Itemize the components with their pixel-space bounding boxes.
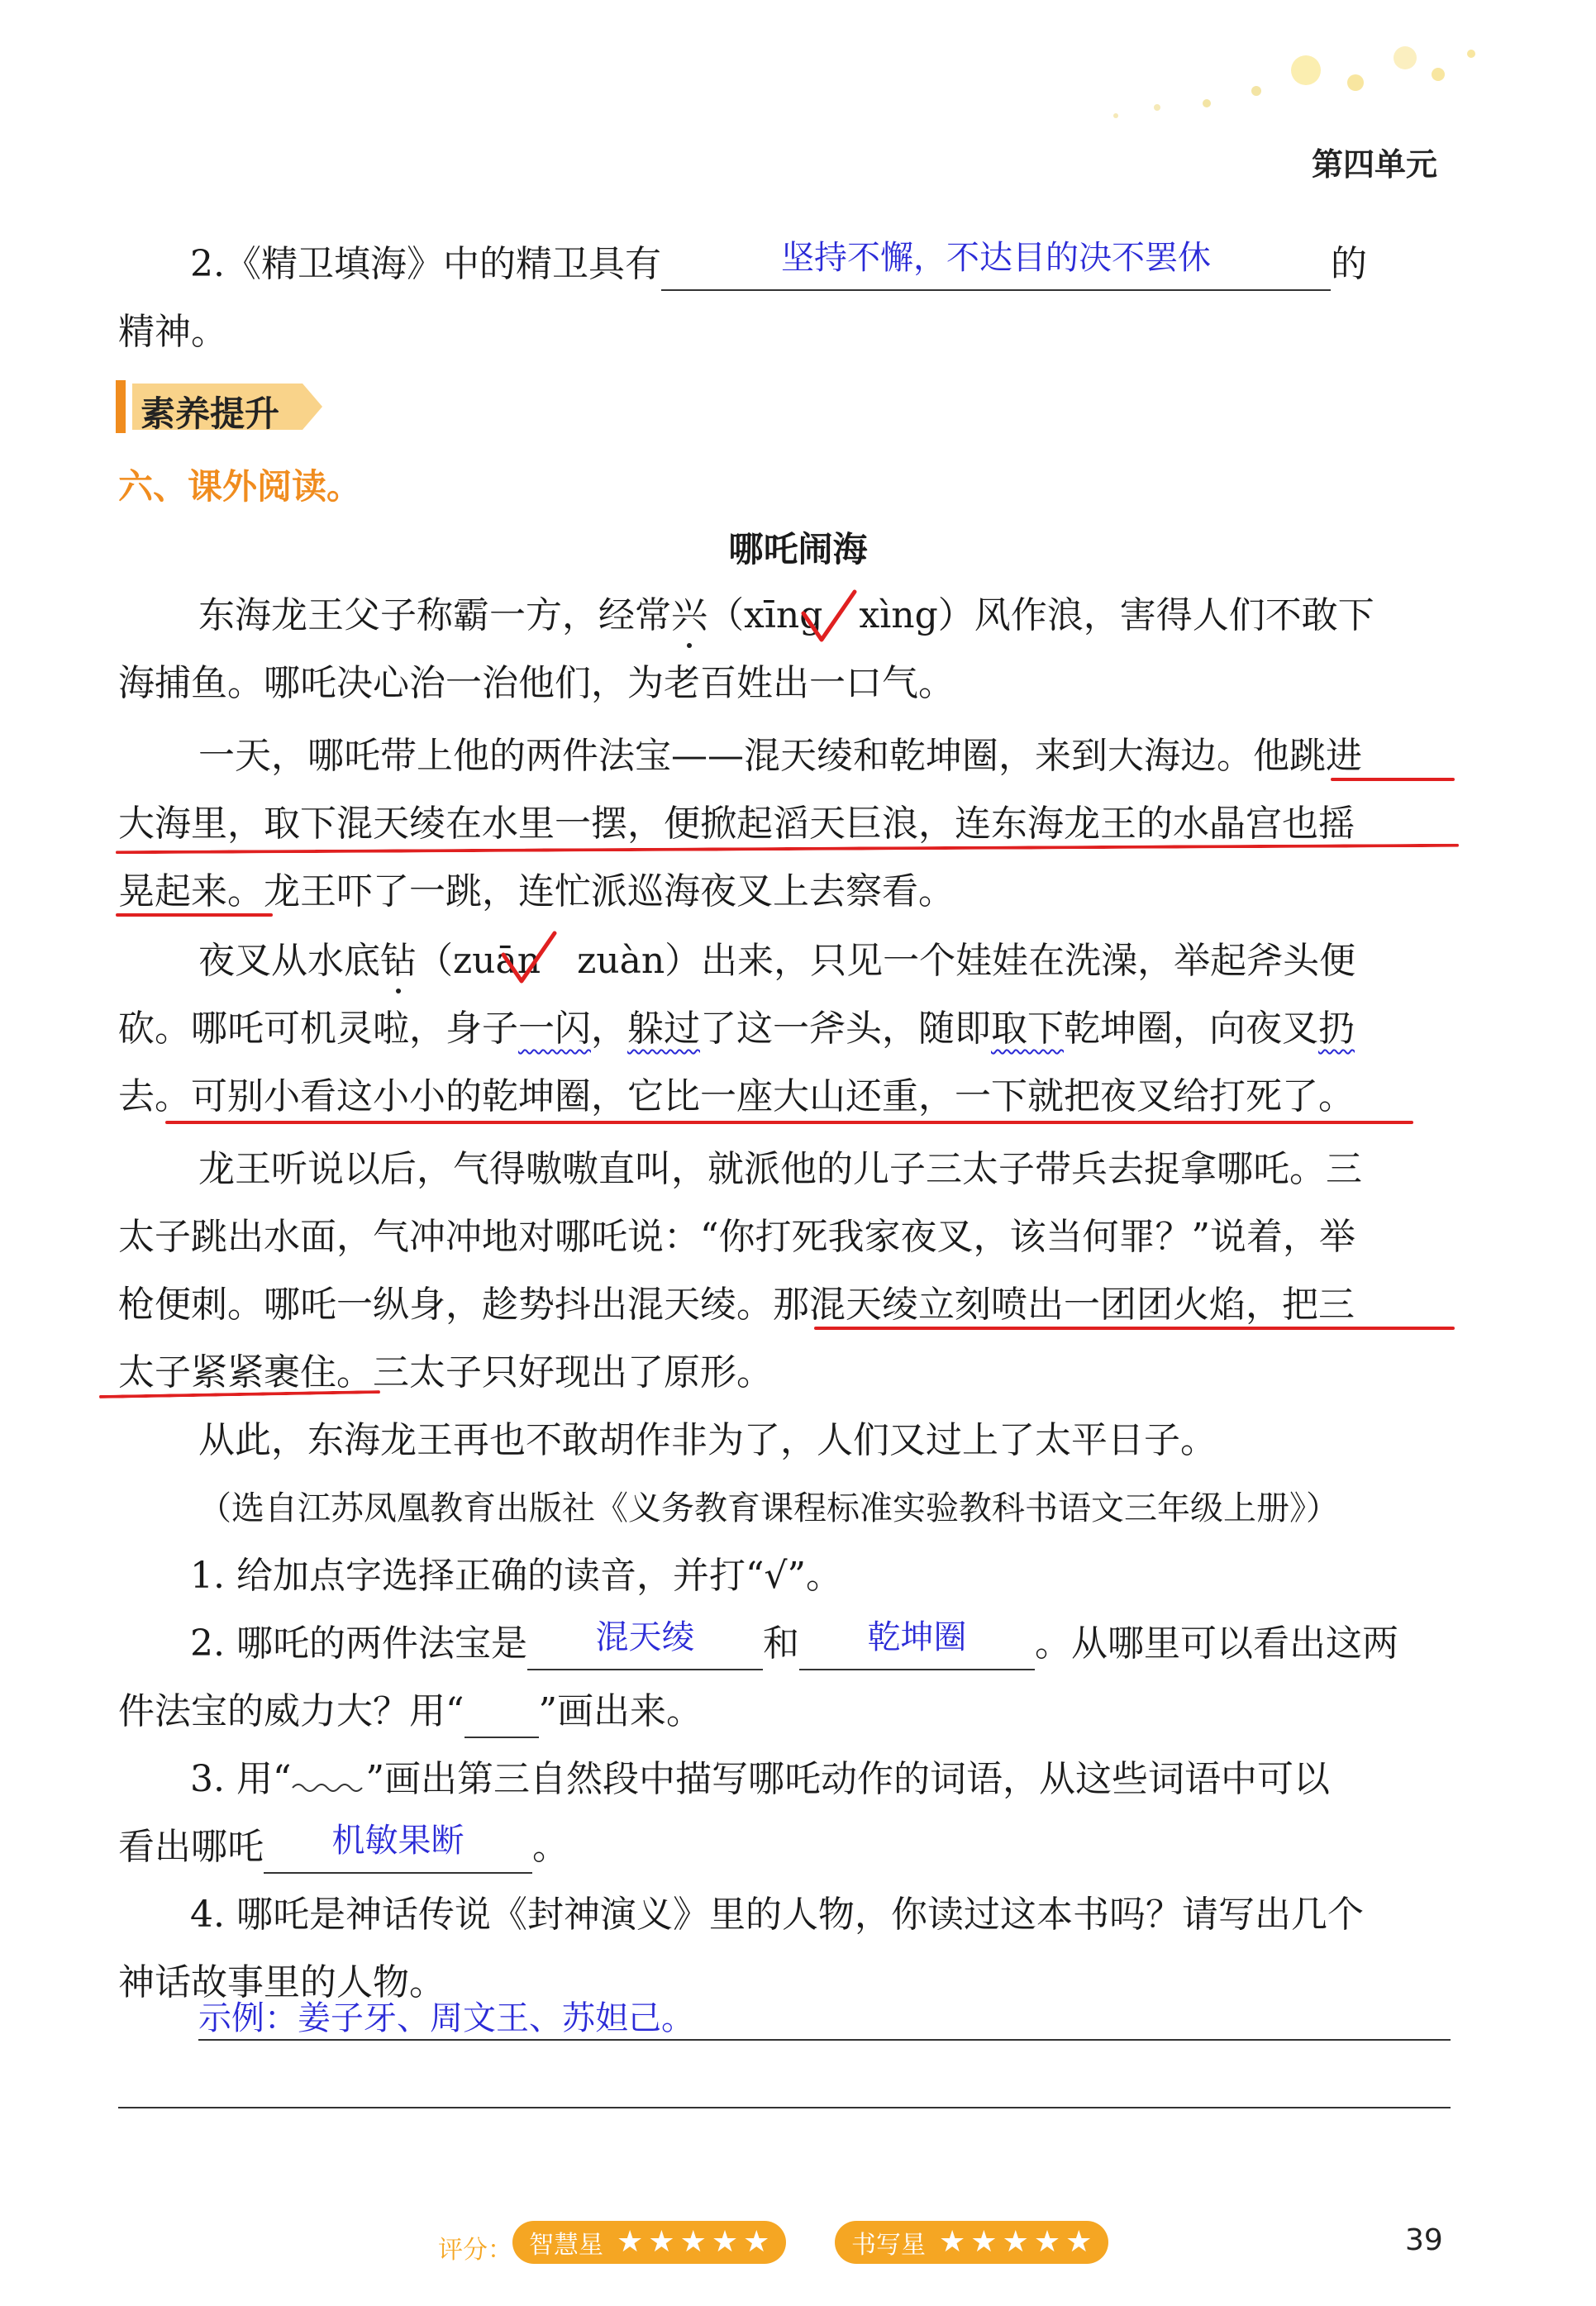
part-title: 六、课外阅读。 <box>118 466 362 507</box>
answer-blank <box>264 1822 532 1874</box>
article-source: （选自江苏凤凰教育出版社《义务教育课程标准实验教科书语文三年级上册》） <box>198 1489 1339 1527</box>
red-underline <box>165 1121 1413 1124</box>
article-p4-line3: 枪便刺。哪吒一纵身，趁势抖出混天绫。那混天绫立刻喷出一团团火焰，把三 <box>118 1284 1355 1326</box>
article-p4-line2: 太子跳出水面，气冲冲地对哪吒说：“你打死我家夜叉，该当何罪？”说着，举 <box>118 1216 1355 1258</box>
star-icon[interactable]: ★ <box>1065 2225 1093 2259</box>
red-underline <box>814 1327 1455 1330</box>
red-underline <box>1331 778 1455 781</box>
star-icon[interactable]: ★ <box>939 2225 966 2259</box>
answer-blank <box>661 240 1331 291</box>
question-1: 1. 给加点字选择正确的读音，并打“√”。 <box>190 1555 842 1597</box>
article-title: 哪吒闹海 <box>728 529 868 569</box>
badge-label: 书写星 <box>851 2231 926 2260</box>
article-p5: 从此，东海龙王再也不敢胡作非为了，人们又过上了太平日子。 <box>198 1419 1217 1461</box>
article-p1-line1: 东海龙王父子称霸一方，经常兴（xīng xìng）风作浪，害得人们不敢下 <box>198 594 1374 636</box>
red-underline <box>116 913 273 917</box>
straight-underline-sample <box>465 1687 539 1738</box>
handwritten-answer: 坚持不懈，不达目的决不罢休 <box>780 239 1211 277</box>
unit-label: 第四单元 <box>1311 146 1437 183</box>
star-icon[interactable]: ★ <box>648 2225 675 2259</box>
question-3-line2: 看出哪吒 机敏果断 。 <box>118 1822 1461 1874</box>
star-icon[interactable]: ★ <box>679 2225 707 2259</box>
wavy-underlined-word: 一闪 <box>518 1008 591 1050</box>
score-label: 评分： <box>438 2236 512 2265</box>
article-p4-line4: 太子紧紧裹住。三太子只好现出了原形。 <box>118 1351 773 1394</box>
answer-line <box>198 2039 1451 2041</box>
wisdom-star-badge <box>512 2221 786 2264</box>
star-icon[interactable]: ★ <box>970 2225 998 2259</box>
article-p2-line1: 一天，哪吒带上他的两件法宝——混天绫和乾坤圈，来到大海边。他跳进 <box>198 735 1362 777</box>
wavy-underlined-word: 躲过 <box>627 1008 700 1050</box>
wavy-underlined-word: 取下 <box>991 1008 1064 1050</box>
dotted-char: 钻 <box>380 940 417 982</box>
writing-star-badge <box>835 2221 1108 2264</box>
article-p2-line2: 大海里，取下混天绫在水里一摆，便掀起滔天巨浪，连东海龙王的水晶宫也摇 <box>118 803 1355 845</box>
dotted-char: 兴 <box>671 594 707 636</box>
answer-line <box>118 2107 1451 2108</box>
badge-label: 智慧星 <box>529 2231 603 2260</box>
article-p3-line3: 去。可别小看这小小的乾坤圈，它比一座大山还重，一下就把夜叉给打死了。 <box>118 1075 1355 1117</box>
decorative-sparkles <box>1025 25 1488 141</box>
question-4-line2: 神话故事里的人物。 <box>118 1961 445 2003</box>
article-p3-line2: 砍。哪吒可机灵啦，身子一闪，躲过了这一斧头，随即取下乾坤圈，向夜叉扔 <box>118 1008 1355 1050</box>
article-p3-line1: 夜叉从水底钻（zuān zuàn）出来，只见一个娃娃在洗澡，举起斧头便 <box>198 940 1356 982</box>
article-p1-line2: 海捕鱼。哪吒决心治一治他们，为老百姓出一口气。 <box>118 662 955 704</box>
article-p4-line1: 龙王听说以后，气得嗷嗷直叫，就派他的儿子三太子带兵去捉拿哪吒。三 <box>198 1148 1362 1190</box>
question-prev-line1: 2.《精卫填海》中的精卫具有 坚持不懈，不达目的决不罢休 的 <box>190 240 1461 291</box>
answer-blank <box>799 1619 1035 1670</box>
question-3-line1: 3. 用“ ”画出第三自然段中描写哪吒动作的词语，从这些词语中可以 <box>190 1755 1461 1804</box>
handwritten-answer: 混天绫 <box>595 1618 695 1656</box>
star-icon[interactable]: ★ <box>1033 2225 1061 2259</box>
handwritten-answer: 机敏果断 <box>331 1822 465 1860</box>
star-icon[interactable]: ★ <box>711 2225 739 2259</box>
question-2-line1: 2. 哪吒的两件法宝是 混天绫 和 乾坤圈 。从哪里可以看出这两 <box>190 1619 1461 1670</box>
section-title: 素养提升 <box>141 393 280 434</box>
handwritten-answer: 示例：姜子牙、周文王、苏妲己。 <box>198 1999 694 2037</box>
wavy-underlined-word: 扔 <box>1318 1008 1355 1050</box>
article-p2-line3: 晃起来。龙王吓了一跳，连忙派巡海夜叉上去察看。 <box>118 870 955 912</box>
star-icon[interactable]: ★ <box>1002 2225 1029 2259</box>
page-number: 39 <box>1405 2223 1443 2257</box>
question-prev-line2: 精神。 <box>118 311 227 353</box>
question-2-line2: 件法宝的威力大？用“ ”画出来。 <box>118 1687 1461 1738</box>
wavy-underline-sample <box>291 1755 365 1804</box>
checkmark-icon <box>500 930 558 991</box>
star-icon[interactable]: ★ <box>743 2225 770 2259</box>
checkmark-icon <box>800 588 858 650</box>
handwritten-answer: 乾坤圈 <box>867 1618 967 1656</box>
star-icon[interactable]: ★ <box>617 2225 644 2259</box>
question-4-line1: 4. 哪吒是神话传说《封神演义》里的人物，你读过这本书吗？请写出几个 <box>190 1894 1364 1936</box>
answer-blank <box>527 1619 763 1670</box>
